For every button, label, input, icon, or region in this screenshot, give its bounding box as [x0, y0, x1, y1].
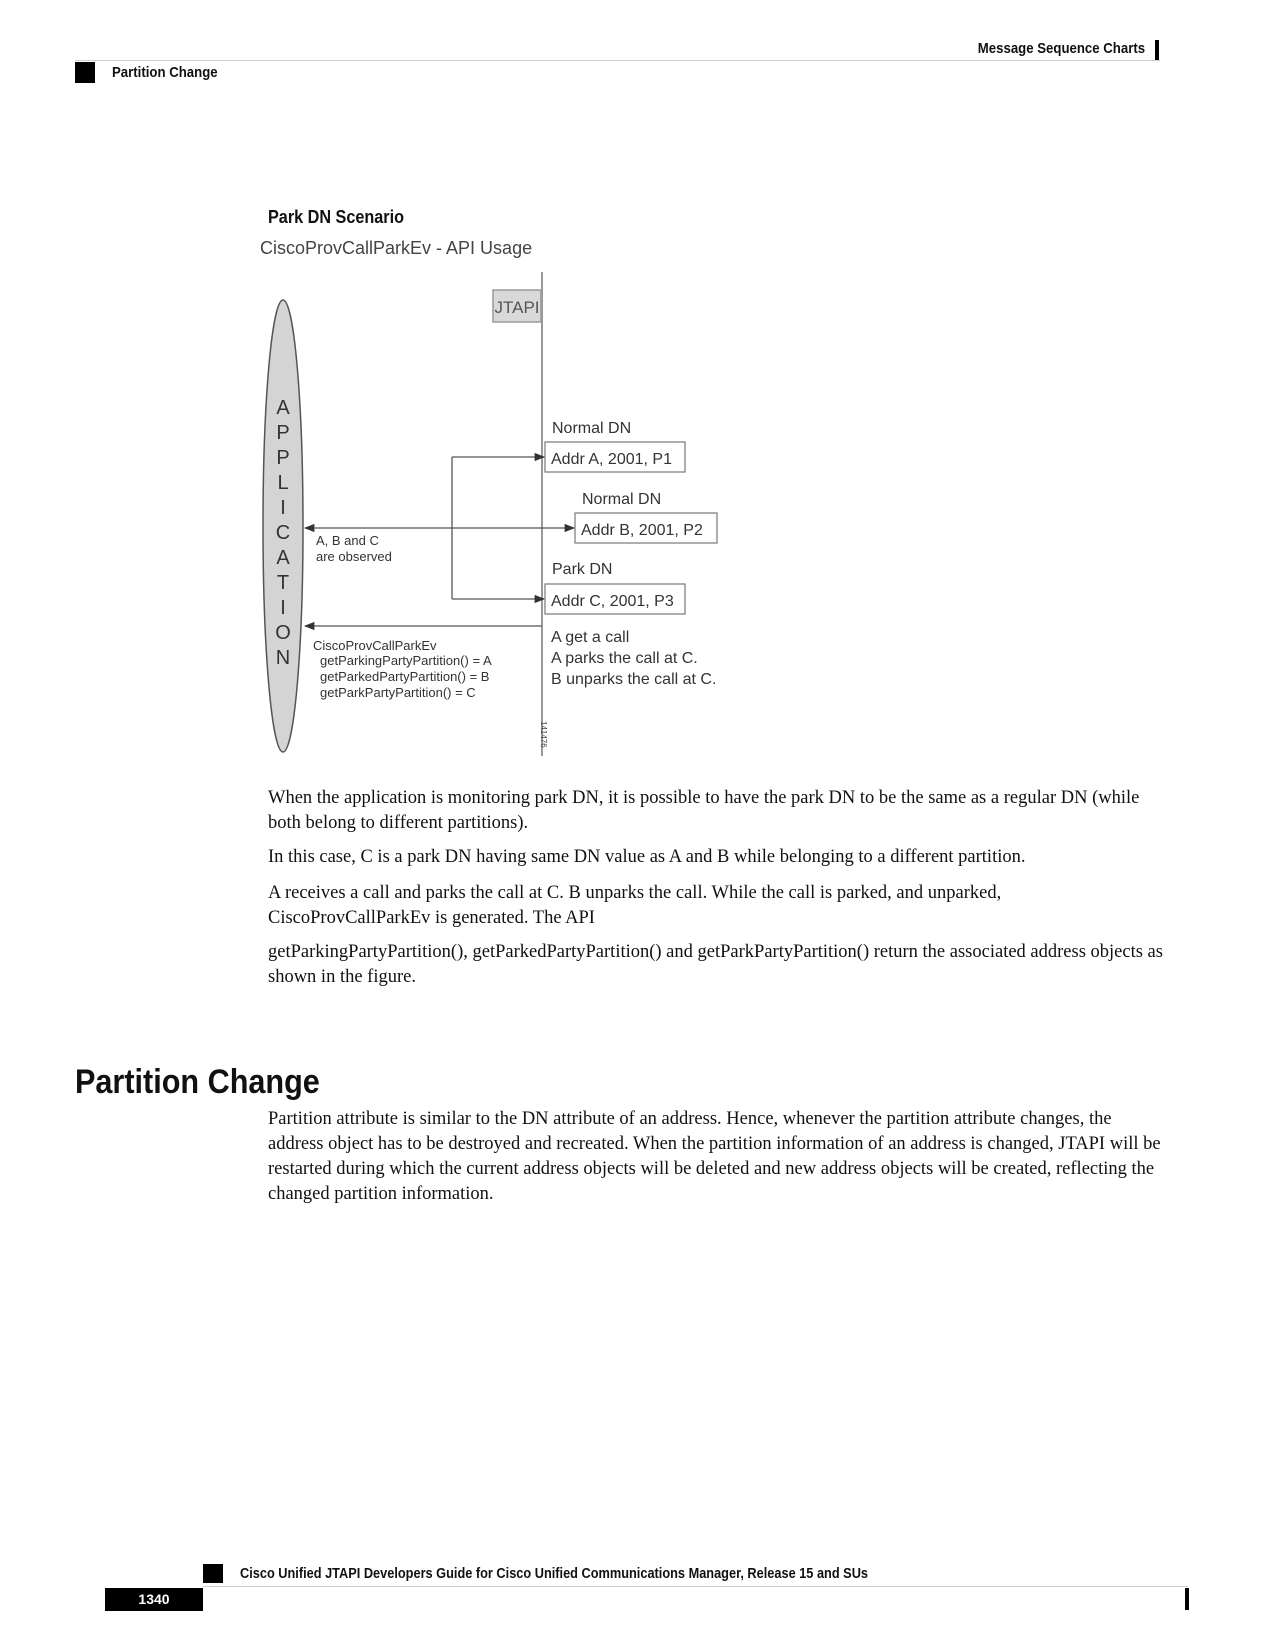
application-letter: T: [276, 572, 290, 594]
footer-right-bar: [1185, 1588, 1189, 1610]
application-letter: O: [275, 622, 291, 644]
step-text: A get a call: [551, 629, 630, 646]
event-method: getParkPartyPartition() = C: [320, 685, 476, 700]
application-letter: I: [280, 597, 286, 619]
observed-label-2: are observed: [316, 549, 392, 564]
dn-b-type-label: Normal DN: [582, 491, 662, 508]
dn-a-box-label: Addr A, 2001, P1: [551, 451, 672, 468]
application-letter: C: [275, 522, 291, 544]
footer-title: Cisco Unified JTAPI Developers Guide for Cisco Unified Communications Manager, Release 15 and SUs: [240, 1566, 869, 1582]
header-left-marker: [75, 62, 95, 83]
figure-caption: Park DN Scenario: [268, 207, 404, 227]
jtapi-label: JTAPI: [494, 298, 540, 317]
paragraph: A receives a call and parks the call at C. B unparks the call. While the call is parked, and unparked, CiscoProvCallParkEv is generated. The API: [268, 883, 1002, 928]
dn-b-box-label: Addr B, 2001, P2: [581, 522, 703, 539]
page-number: 1340: [105, 1588, 203, 1611]
observed-label-1: A, B and C: [316, 533, 379, 548]
event-method: getParkedPartyPartition() = B: [320, 669, 490, 684]
footer-marker: [203, 1564, 223, 1583]
application-letter: A: [276, 547, 290, 569]
paragraph: Partition attribute is similar to the DN attribute of an address. Hence, whenever the partition attribute changes, the address object has to be destroyed and recreated. When the partition information of an address is changed, JTAPI will be restarted during which the current address objects will be deleted and new address objects will be created, reflecting the changed partition information.: [268, 1109, 1161, 1204]
header-right-bar: [1155, 40, 1159, 60]
application-letter: I: [280, 497, 286, 519]
application-letter: N: [275, 647, 291, 669]
step-text: B unparks the call at C.: [551, 671, 717, 688]
paragraph: getParkingPartyPartition(), getParkedPartyPartition() and getParkPartyPartition() return the associated address objects as shown in the figure.: [268, 942, 1163, 987]
dn-c-type-label: Park DN: [552, 561, 613, 578]
section-heading: Partition Change: [75, 1063, 320, 1101]
application-label: [275, 397, 291, 669]
dn-a-type-label: Normal DN: [552, 420, 632, 437]
application-letter: P: [276, 422, 290, 444]
paragraph: In this case, C is a park DN having same DN value as A and B while belonging to a different partition.: [268, 847, 1026, 867]
dn-c-box-label: Addr C, 2001, P3: [551, 593, 674, 610]
diagram-title: CiscoProvCallParkEv - API Usage: [260, 238, 533, 258]
header-subsection-title: Partition Change: [112, 64, 218, 81]
application-letter: A: [276, 397, 290, 419]
footer-rule: [203, 1586, 1188, 1587]
header-rule: [75, 60, 1160, 61]
park-dn-diagram: [260, 236, 780, 766]
event-name: CiscoProvCallParkEv: [313, 638, 437, 653]
paragraph: When the application is monitoring park DN, it is possible to have the park DN to be the same as a regular DN (while both belong to different partitions).: [268, 788, 1140, 833]
application-letter: L: [277, 472, 289, 494]
event-method: getParkingPartyPartition() = A: [320, 653, 492, 668]
figure-id: 141476: [539, 721, 548, 748]
application-letter: P: [276, 447, 290, 469]
header-section-title: Message Sequence Charts: [977, 40, 1145, 57]
step-text: A parks the call at C.: [551, 650, 698, 667]
